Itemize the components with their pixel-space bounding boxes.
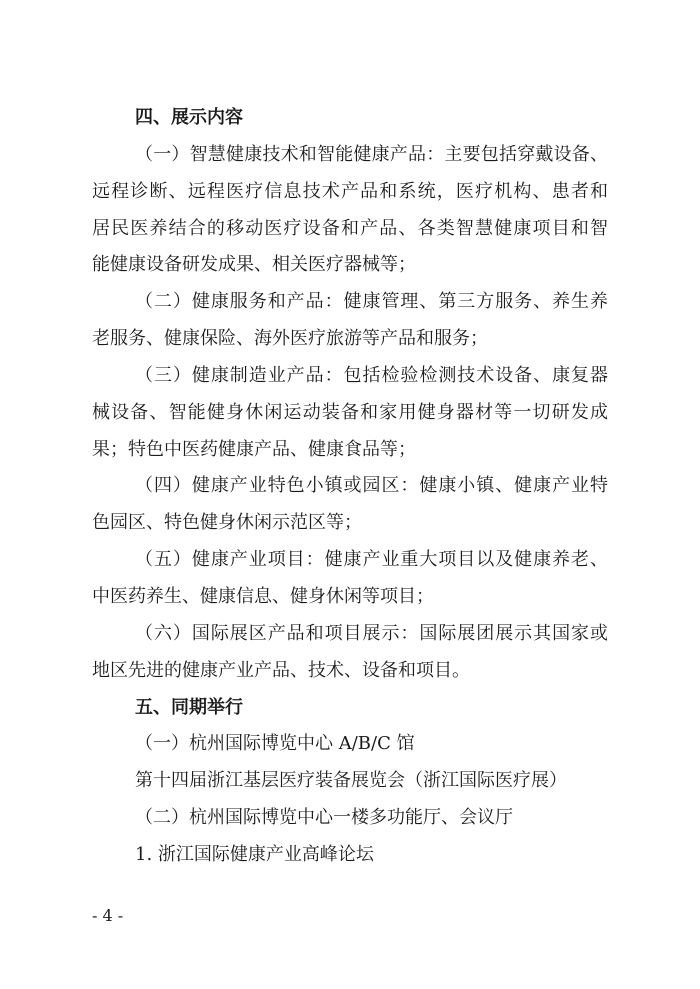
text-line: （三）健康制造业产品：包括检验检测技术设备、康复器 [135,364,608,386]
text-line: （二）健康服务和产品：健康管理、第三方服务、养生养 [135,291,608,313]
text-line: 1. 浙江国际健康产业高峰论坛 [135,843,374,865]
text-line: （一）杭州国际博览中心 A/B/C 馆 [135,733,415,755]
text-line: 械设备、智能健身休闲运动装备和家用健身器材等一切研发成 [92,401,608,423]
text-line: 色园区、特色健身休闲示范区等； [92,512,362,534]
text-line: 远程诊断、远程医疗信息技术产品和系统，医疗机构、患者和 [92,180,608,202]
text-line: （二）杭州国际博览中心一楼多功能厅、会议厅 [135,807,513,829]
paragraph [92,358,608,469]
paragraph [92,137,608,284]
text-line: （四）健康产业特色小镇或园区：健康小镇、健康产业特 [135,475,608,497]
text-line: 居民医养结合的移动医疗设备和产品、各类智慧健康项目和智 [92,217,608,239]
text-line: 老服务、健康保险、海外医疗旅游等产品和服务； [92,328,488,350]
paragraph [92,763,608,800]
text-line: 中医药养生、健康信息、健身休闲等项目； [92,585,434,607]
paragraph [92,726,608,763]
text-line: 地区先进的健康产业产品、技术、设备和项目。 [92,659,470,681]
text-line: （六）国际展区产品和项目展示：国际展团展示其国家或 [135,622,608,644]
paragraph [92,616,608,690]
paragraph [92,468,608,542]
text-line: 果；特色中医药健康产品、健康食品等； [92,438,416,460]
paragraph [92,837,608,874]
paragraph [92,542,608,616]
text-line: （一）智慧健康技术和智能健康产品：主要包括穿戴设备、 [135,143,608,165]
paragraph [92,800,608,837]
text-line: 能健康设备研发成果、相关医疗器械等； [92,254,416,276]
text-line: 第十四届浙江基层医疗装备展览会（浙江国际医疗展） [135,770,567,792]
section-heading: 四、展示内容 [135,107,243,128]
paragraph [92,284,608,358]
page-number: - 4 - [92,906,124,925]
text-line: （五）健康产业项目：健康产业重大项目以及健康养老、 [135,549,608,571]
section-heading: 五、同期举行 [135,696,243,718]
document-body [92,100,608,874]
